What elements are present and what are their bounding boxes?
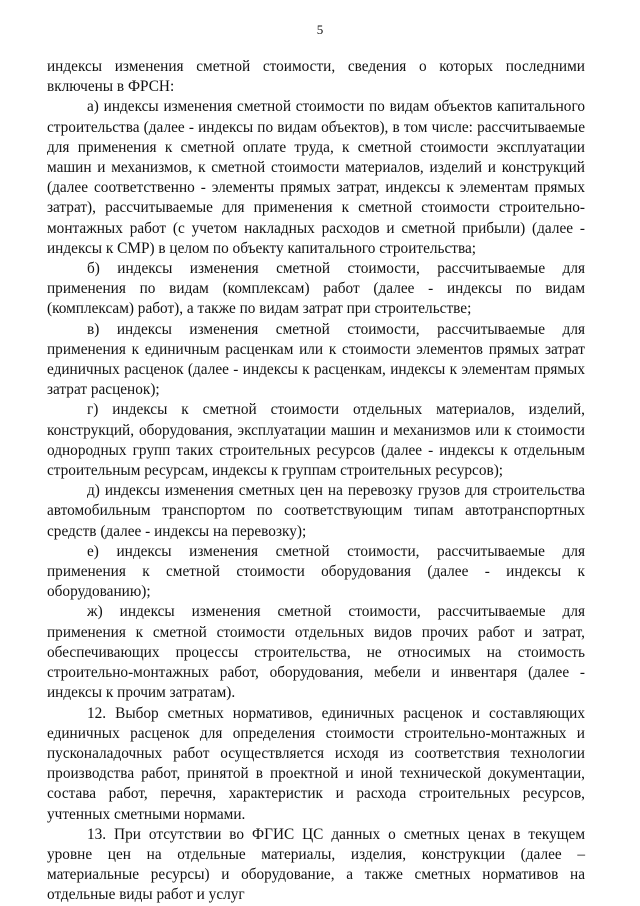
paragraph-item-d: д) индексы изменения сметных цен на перевозку грузов для строительства автомобильным транспортом по соответствующим типам автотранспортных средств (далее - индексы на перевозку); — [47, 482, 585, 540]
paragraph-13: 13. При отсутствии во ФГИС ЦС данных о сметных ценах в текущем уровне цен на отдельные материалы, изделия, конструкции (далее – материальные ресурсы) и оборудование, а также сметных нормативов на отдельные виды работ и услуг — [47, 825, 585, 904]
document-body — [47, 57, 585, 906]
paragraph-intro: индексы изменения сметной стоимости, сведения о которых последними включены в ФРСН: — [47, 58, 585, 96]
paragraph-item-zh: ж) индексы изменения сметной стоимости, рассчитываемые для применения к сметной стоимости отдельных видов прочих работ и затрат, обеспечивающих процессы строительства, не относимых на стоимость строительно-монтажных работ, оборудования, мебели и инвентаря (далее - индексы к прочим затратам). — [47, 603, 585, 702]
paragraph-item-e: е) индексы изменения сметной стоимости, рассчитываемые для применения к сметной стоимости оборудования (далее - индексы к оборудованию); — [47, 542, 585, 601]
paragraph-item-v: в) индексы изменения сметной стоимости, рассчитываемые для применения к единичным расценкам или к стоимости элементов прямых затрат единичных расценок (далее - индексы к расценкам, индексы к элементам прямых затрат расценок); — [47, 320, 585, 399]
paragraph-item-g: г) индексы к сметной стоимости отдельных материалов, изделий, конструкций, оборудования, эксплуатации машин и механизмов или к стоимости однородных групп таких строительных ресурсов (далее - индексы к отдельным строительным ресурсам, индексы к группам строительных ресурсов); — [47, 401, 585, 480]
page-number: 5 — [316, 22, 324, 37]
paragraph-12: 12. Выбор сметных нормативов, единичных расценок и составляющих единичных расценок для определения стоимости строительно-монтажных и пусконаладочных работ осуществляется исходя из соответствия технологии производства работ, принятой в проектной и иной технической документации, состава работ, перечня, характеристик и расхода строительных ресурсов, учтенных сметными нормами. — [47, 704, 585, 823]
paragraph-item-a: а) индексы изменения сметной стоимости по видам объектов капитального строительства (далее - индексы по видам объектов), в том числе: рассчитываемые для применения к сметной оплате труда, к сметной стоимости эксплуатации машин и механизмов, к сметной стоимости материалов, изделий и конструкций (далее соответственно - элементы прямых затрат, индексы к элементам прямых затрат), рассчитываемые для применения к сметной стоимости строительно-монтажных работ (с учетом накладных расходов и сметной прибыли) (далее - индексы к СМР) в целом по объекту капитального строительства; — [47, 98, 585, 257]
paragraph-item-b: б) индексы изменения сметной стоимости, рассчитываемые для применения по видам (комплексам) работ (далее - индексы по видам (комплексам) работ), а также по видам затрат при строительстве; — [47, 260, 585, 318]
